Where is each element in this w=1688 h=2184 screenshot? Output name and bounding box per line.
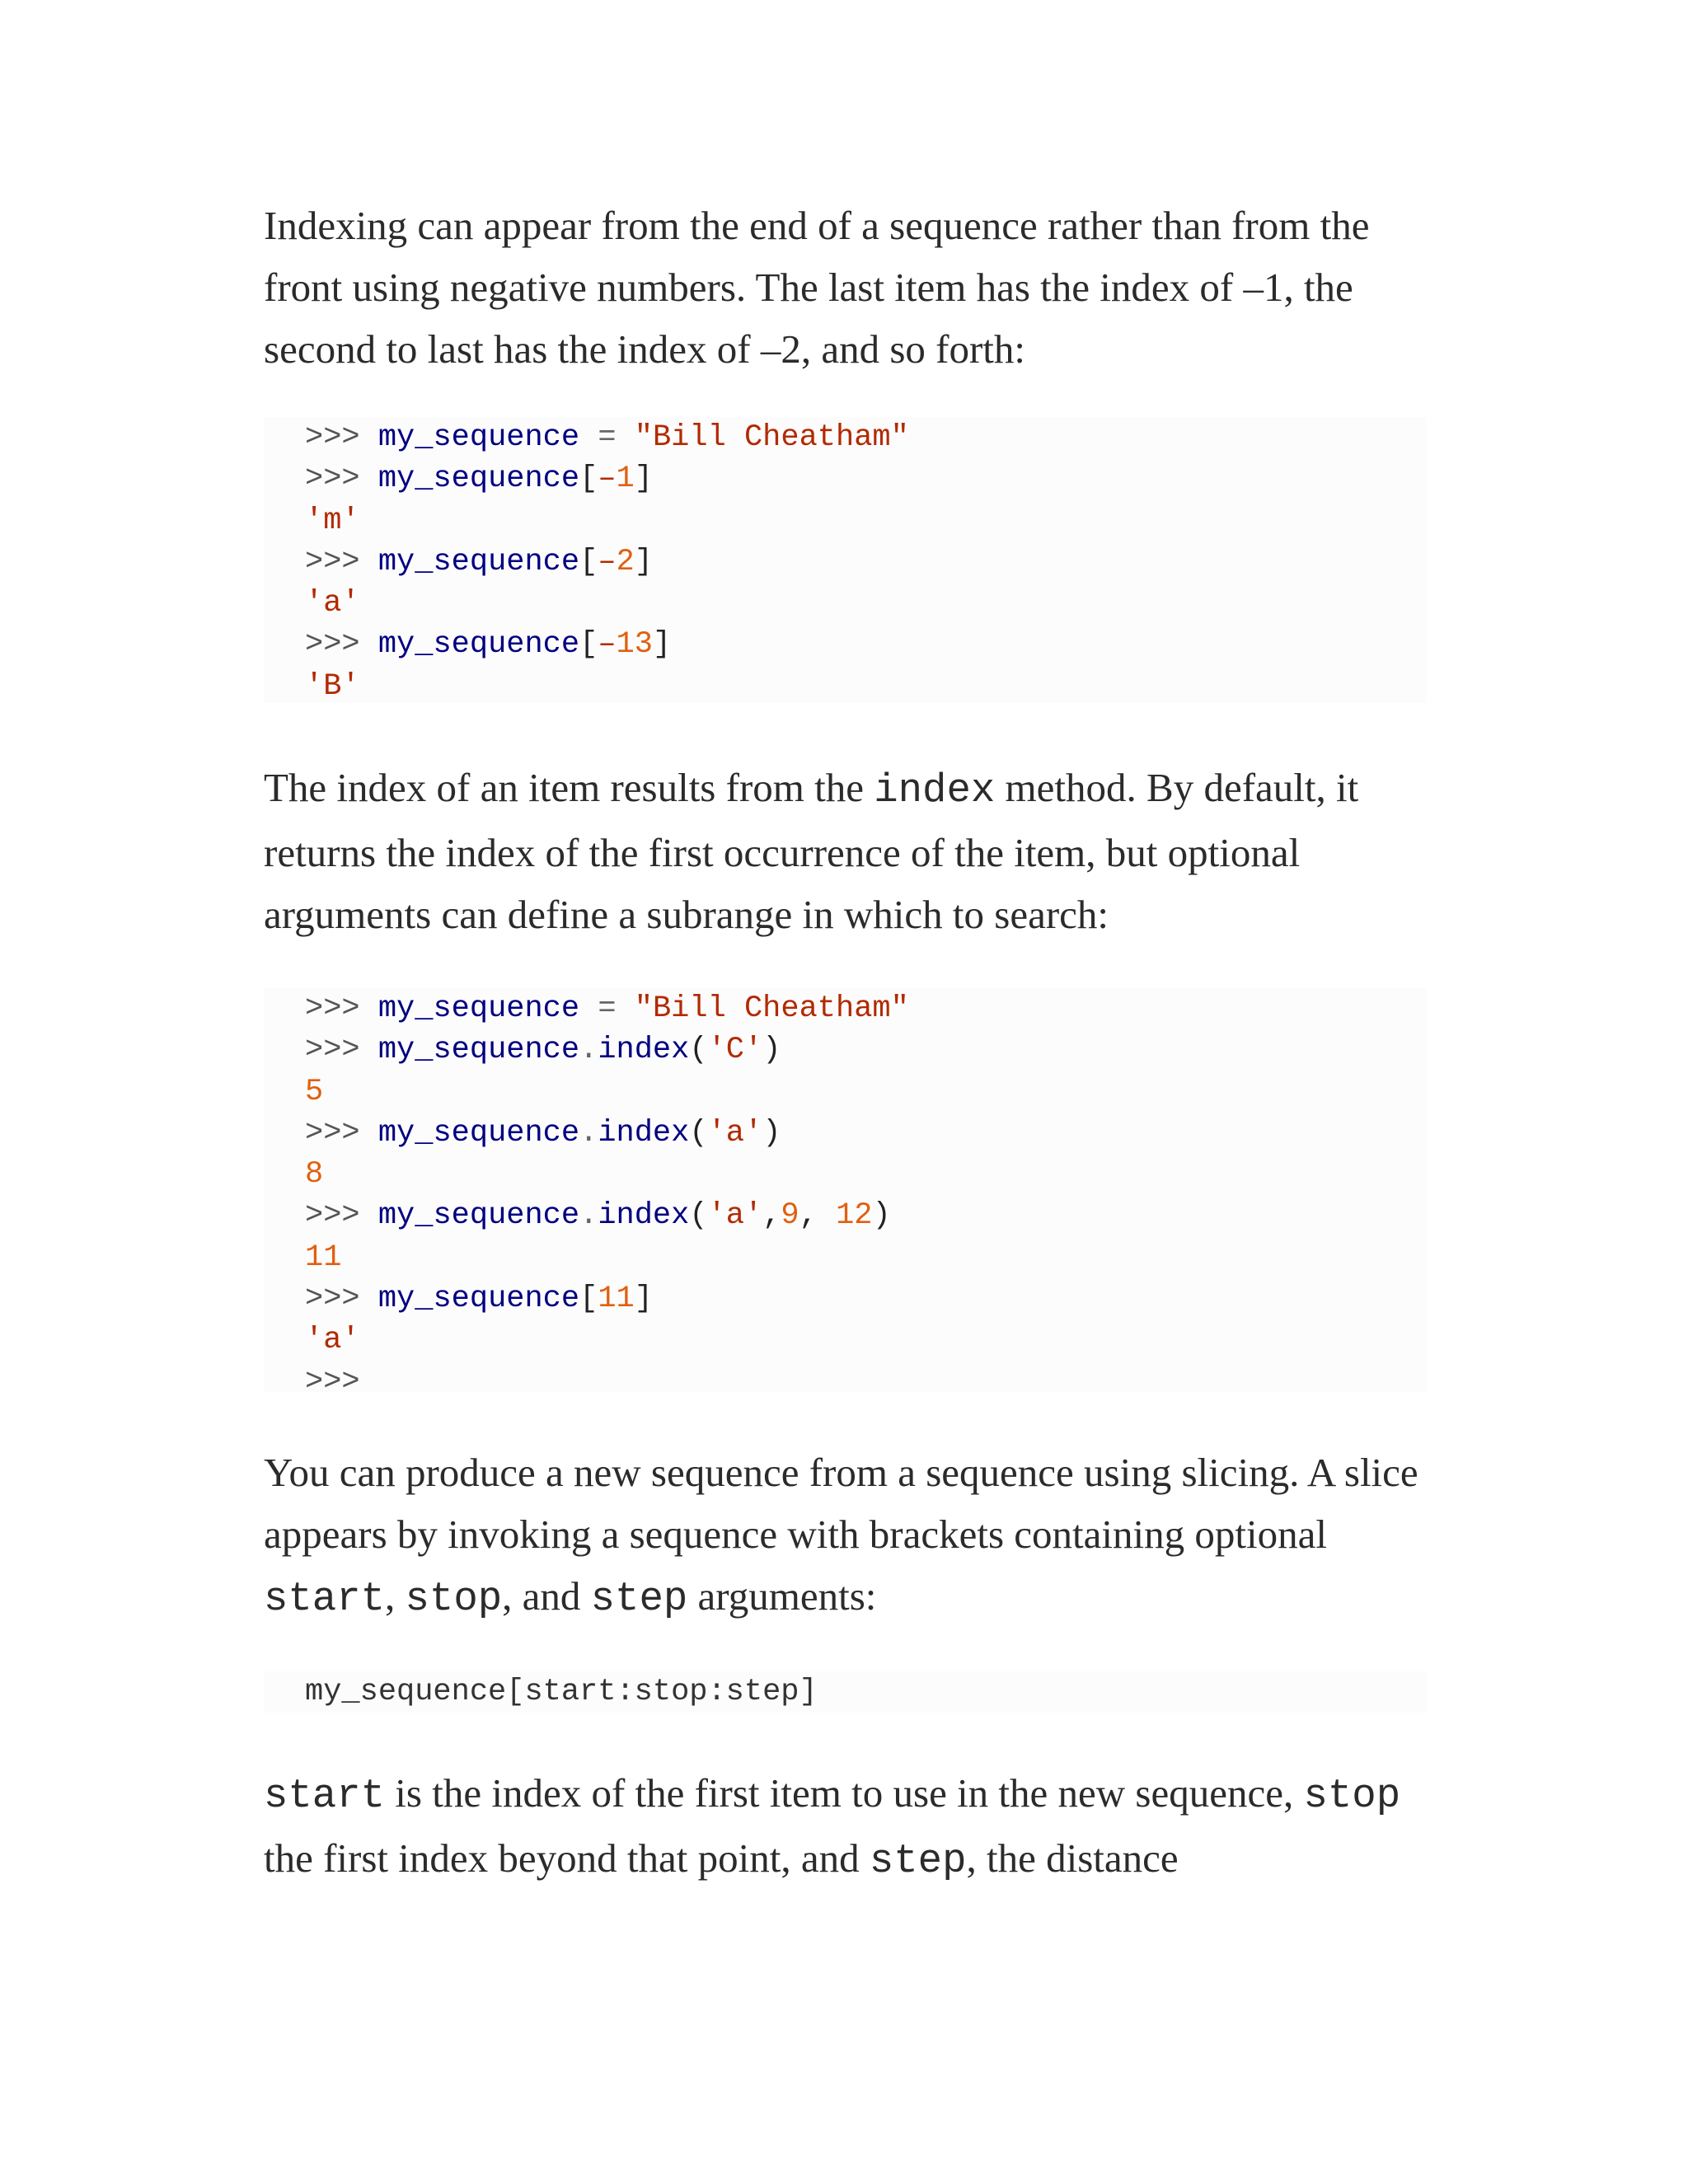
- paragraph-text: arguments:: [687, 1573, 877, 1619]
- code-line: [305, 417, 1426, 458]
- code-output: [305, 1319, 1426, 1361]
- code-number: 2: [616, 544, 635, 579]
- code-variable: my_sequence: [377, 991, 580, 1026]
- code-punctuation: (: [689, 1198, 708, 1234]
- code-punctuation: [: [579, 462, 598, 497]
- code-output: [305, 1154, 1426, 1195]
- inline-code: stop: [405, 1576, 503, 1622]
- inline-code: stop: [1303, 1773, 1401, 1819]
- code-number: 12: [836, 1198, 873, 1234]
- code-string: 'a': [707, 1115, 763, 1151]
- paragraph-text: You can produce a new sequence from a sequence using slicing. A slice appears by invoking a sequence with brackets containing optional: [264, 1450, 1418, 1557]
- code-block-slice-syntax: [264, 1671, 1426, 1713]
- code-punctuation: ): [872, 1198, 891, 1234]
- inline-code: index: [874, 767, 996, 813]
- page-content: [264, 194, 1426, 1892]
- code-prompt: >>>: [305, 462, 360, 497]
- paragraph-text: Indexing can appear from the end of a sequence rather than from the front using negative numbers. The last item has the index of –1, the second to last has the index of –2, and so forth:: [264, 203, 1370, 372]
- code-line: [305, 988, 1426, 1029]
- code-line: [305, 541, 1426, 583]
- inline-code: step: [590, 1576, 688, 1622]
- code-output: [305, 1237, 1426, 1278]
- code-number: 13: [616, 627, 653, 663]
- inline-code: step: [869, 1838, 967, 1884]
- code-operator: –: [598, 627, 617, 663]
- code-string: 'B': [305, 668, 360, 704]
- code-number: 9: [781, 1198, 799, 1234]
- code-string: 'C': [707, 1033, 763, 1068]
- paragraph-text: ,: [385, 1573, 406, 1619]
- code-punctuation: [: [579, 627, 598, 663]
- code-block-index-method: [264, 988, 1426, 1399]
- code-string: 'a': [305, 1323, 360, 1358]
- code-variable: my_sequence: [377, 544, 580, 579]
- code-punctuation: (: [689, 1033, 708, 1068]
- code-output: [305, 583, 1426, 624]
- code-variable: my_sequence: [377, 1115, 580, 1151]
- code-line: [305, 1278, 1426, 1319]
- code-string: 'a': [707, 1198, 763, 1234]
- paragraph-text: the first index beyond that point, and: [264, 1835, 870, 1881]
- code-punctuation: ): [762, 1033, 781, 1068]
- code-number: 5: [305, 1074, 324, 1109]
- code-prompt: >>>: [305, 544, 360, 579]
- code-operator: –: [598, 544, 617, 579]
- code-method: index: [598, 1033, 690, 1068]
- code-punctuation: ,: [799, 1198, 818, 1234]
- code-line: [305, 1671, 1426, 1713]
- code-block-negative-indexing: [264, 417, 1426, 703]
- code-variable: my_sequence: [377, 462, 580, 497]
- code-line: [305, 1361, 1426, 1403]
- paragraph-slice-arguments: [264, 1762, 1434, 1892]
- code-string: "Bill Cheatham": [634, 420, 909, 455]
- code-variable: my_sequence: [377, 1198, 580, 1234]
- code-prompt: >>>: [305, 627, 360, 663]
- code-method: index: [598, 1115, 690, 1151]
- code-prompt: >>>: [305, 1033, 360, 1068]
- code-punctuation: [: [579, 544, 598, 579]
- code-punctuation: ,: [762, 1198, 781, 1234]
- code-operator: =: [598, 991, 617, 1026]
- code-operator: .: [579, 1115, 598, 1151]
- code-prompt: >>>: [305, 420, 360, 455]
- code-line: [305, 1029, 1426, 1071]
- code-line: [305, 458, 1426, 499]
- code-punctuation: [: [579, 1282, 598, 1317]
- code-string: 'm': [305, 503, 360, 538]
- code-punctuation: (: [689, 1115, 708, 1151]
- code-variable: my_sequence: [377, 1033, 580, 1068]
- code-number: 11: [598, 1282, 635, 1317]
- code-method: index: [598, 1198, 690, 1234]
- code-string: "Bill Cheatham": [634, 991, 909, 1026]
- code-number: 11: [305, 1240, 342, 1275]
- code-punctuation: ): [762, 1115, 781, 1151]
- code-punctuation: ]: [634, 462, 653, 497]
- code-output: [305, 1071, 1426, 1113]
- code-line: [305, 1195, 1426, 1236]
- code-variable: my_sequence: [377, 627, 580, 663]
- code-prompt: >>>: [305, 1115, 360, 1151]
- inline-code: start: [264, 1773, 386, 1819]
- code-operator: .: [579, 1033, 598, 1068]
- code-prompt: >>>: [305, 1198, 360, 1234]
- code-punctuation: ]: [634, 544, 653, 579]
- code-punctuation: ]: [634, 1282, 653, 1317]
- paragraph-index-method: [264, 757, 1434, 945]
- code-operator: .: [579, 1198, 598, 1234]
- paragraph-text: , and: [502, 1573, 591, 1619]
- code-line: [305, 624, 1426, 665]
- code-string: 'a': [305, 586, 360, 621]
- paragraph-text: method. By default, it returns the index of the first occurrence of the item, but optional arguments can define a subrange in which to search:: [264, 765, 1359, 937]
- code-prompt: >>>: [305, 1282, 360, 1317]
- paragraph-text: The index of an item results from the: [264, 765, 874, 810]
- code-variable: my_sequence: [377, 420, 580, 455]
- paragraph-text: is the index of the first item to use in the new sequence,: [385, 1770, 1304, 1816]
- code-operator: –: [598, 462, 617, 497]
- paragraph-text: , the distance: [966, 1835, 1179, 1881]
- code-number: 8: [305, 1157, 324, 1193]
- code-prompt: >>>: [305, 1364, 360, 1399]
- code-output: [305, 666, 1426, 707]
- paragraph-slicing: [264, 1441, 1434, 1630]
- code-text: my_sequence[start:stop:step]: [305, 1675, 818, 1709]
- inline-code: start: [264, 1576, 386, 1622]
- code-variable: my_sequence: [377, 1282, 580, 1317]
- code-prompt: >>>: [305, 991, 360, 1026]
- code-output: [305, 500, 1426, 541]
- code-number: 1: [616, 462, 635, 497]
- paragraph-negative-indexing: [264, 194, 1434, 380]
- code-punctuation: ]: [652, 627, 672, 663]
- code-operator: =: [598, 420, 617, 455]
- code-line: [305, 1113, 1426, 1154]
